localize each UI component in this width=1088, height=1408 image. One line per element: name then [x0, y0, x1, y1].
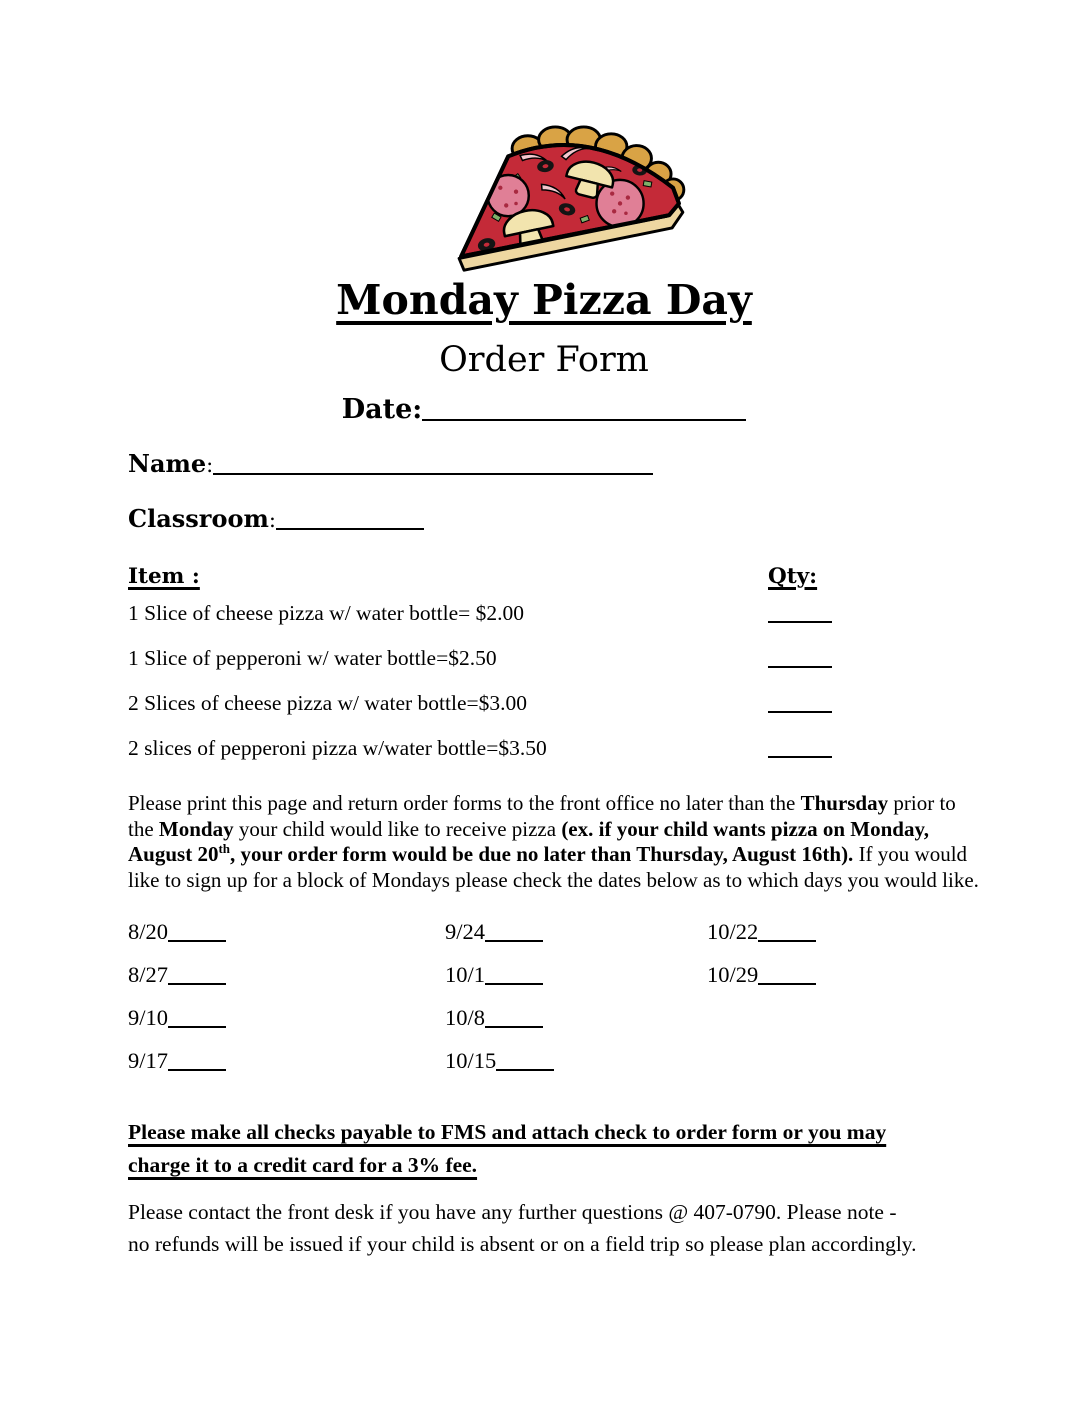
instructions-bold-segment: Monday	[158, 816, 234, 841]
item-row	[128, 688, 1088, 718]
date-option-label: 10/15	[445, 1048, 497, 1074]
qty-blank-line[interactable]	[768, 709, 832, 713]
date-option-8-27	[128, 961, 445, 1004]
date-option-label: 10/8	[445, 1005, 486, 1031]
date-option-blank-line[interactable]	[485, 1024, 543, 1028]
qty-column-header: Qty:	[768, 564, 818, 590]
name-field-row	[128, 448, 1088, 481]
page-title	[0, 277, 1088, 324]
instructions-bold-segment: (ex. if your child wants pizza on Monday, August 20	[128, 816, 930, 867]
date-option-blank-line[interactable]	[496, 1067, 554, 1071]
contact-note-line-text: Please contact the front desk if you have any further questions @ 407-0790. Please note -	[128, 1200, 897, 1225]
payment-note-line-text: Please make all checks payable to FMS and attach check to order form or you may	[128, 1120, 887, 1145]
payment-note-line	[128, 1149, 1088, 1182]
instructions-segment: prior to the	[128, 791, 956, 841]
instructions-segment: If you would like to sign up for a block of Mondays please check the dates below as to which days you would like.	[128, 842, 979, 892]
date-option-10-22	[707, 918, 1088, 961]
name-colon: :	[206, 453, 214, 478]
qty-blank-line[interactable]	[768, 664, 832, 668]
date-option-blank-line[interactable]	[168, 1024, 226, 1028]
date-option-blank-line[interactable]	[168, 981, 226, 985]
classroom-label: Classroom	[128, 504, 269, 534]
date-field-row	[0, 392, 1088, 428]
date-option-9-10	[128, 1004, 445, 1047]
item-row	[128, 598, 1088, 628]
date-option-9-17	[128, 1047, 445, 1090]
qty-blank-line[interactable]	[768, 619, 832, 623]
instructions-segment: Please print this page and return order forms to the front office no later than the	[128, 791, 801, 816]
date-cell-empty	[707, 1004, 1088, 1047]
date-option-9-24	[445, 918, 707, 961]
instructions-bold-segment: th	[218, 841, 231, 857]
date-option-blank-line[interactable]	[485, 938, 543, 942]
item-label: 2 Slices of cheese pizza w/ water bottle=$3.00	[128, 691, 527, 716]
classroom-colon: :	[268, 508, 276, 533]
date-blank-line[interactable]	[422, 417, 746, 421]
date-option-10-29	[707, 961, 1088, 1004]
date-option-label: 10/29	[707, 962, 759, 988]
date-option-label: 10/22	[707, 919, 759, 945]
date-option-blank-line[interactable]	[758, 981, 816, 985]
date-option-label: 8/20	[128, 919, 169, 945]
date-option-8-20	[128, 918, 445, 961]
date-cell-empty	[707, 1047, 1088, 1090]
date-option-label: 8/27	[128, 962, 169, 988]
date-option-blank-line[interactable]	[758, 938, 816, 942]
date-option-blank-line[interactable]	[168, 938, 226, 942]
date-option-label: 9/24	[445, 919, 486, 945]
instructions-bold-segment: , your order form would be due no later than Thursday, August 16th).	[230, 842, 854, 867]
classroom-field-row	[128, 503, 1088, 536]
item-row	[128, 733, 1088, 763]
page-subtitle: Order Form	[439, 340, 649, 381]
item-label: 1 Slice of cheese pizza w/ water bottle= $2.00	[128, 601, 524, 626]
instructions-bold-segment: Thursday	[800, 791, 889, 816]
instructions-paragraph	[128, 791, 980, 893]
date-option-10-8	[445, 1004, 707, 1047]
payment-note-line	[128, 1116, 1088, 1149]
items-list	[0, 598, 1088, 763]
date-option-10-1	[445, 961, 707, 1004]
contact-note-line-text: no refunds will be issued if your child is absent or on a field trip so please plan accordingly.	[128, 1232, 917, 1257]
date-label: Date:	[341, 394, 423, 426]
contact-note-line	[128, 1196, 1088, 1228]
date-option-label: 9/17	[128, 1048, 169, 1074]
items-header-row	[128, 562, 1088, 592]
item-label: 2 slices of pepperoni pizza w/water bottle=$3.50	[128, 736, 547, 761]
item-label: 1 Slice of pepperoni w/ water bottle=$2.50	[128, 646, 497, 671]
instructions-segment: your child would like to receive pizza	[233, 816, 562, 841]
date-option-label: 9/10	[128, 1005, 169, 1031]
name-label: Name	[128, 449, 207, 479]
page-title-text: Monday Pizza Day	[336, 276, 752, 324]
contact-note-line	[128, 1228, 1088, 1260]
pizza-image-wrap	[0, 123, 1088, 273]
date-option-10-15	[445, 1047, 707, 1090]
payment-note	[128, 1116, 1088, 1182]
payment-note-line-text: charge it to a credit card for a 3% fee.	[128, 1153, 478, 1178]
date-option-blank-line[interactable]	[168, 1067, 226, 1071]
classroom-blank-line[interactable]	[276, 526, 424, 530]
date-option-blank-line[interactable]	[485, 981, 543, 985]
monday-dates-grid	[128, 918, 1088, 1090]
pizza-slice-image	[447, 123, 693, 280]
date-option-label: 10/1	[445, 962, 486, 988]
item-row	[128, 643, 1088, 673]
name-blank-line[interactable]	[213, 471, 653, 475]
items-column-header: Item :	[128, 564, 200, 590]
contact-note	[128, 1196, 1088, 1260]
qty-blank-line[interactable]	[768, 754, 832, 758]
